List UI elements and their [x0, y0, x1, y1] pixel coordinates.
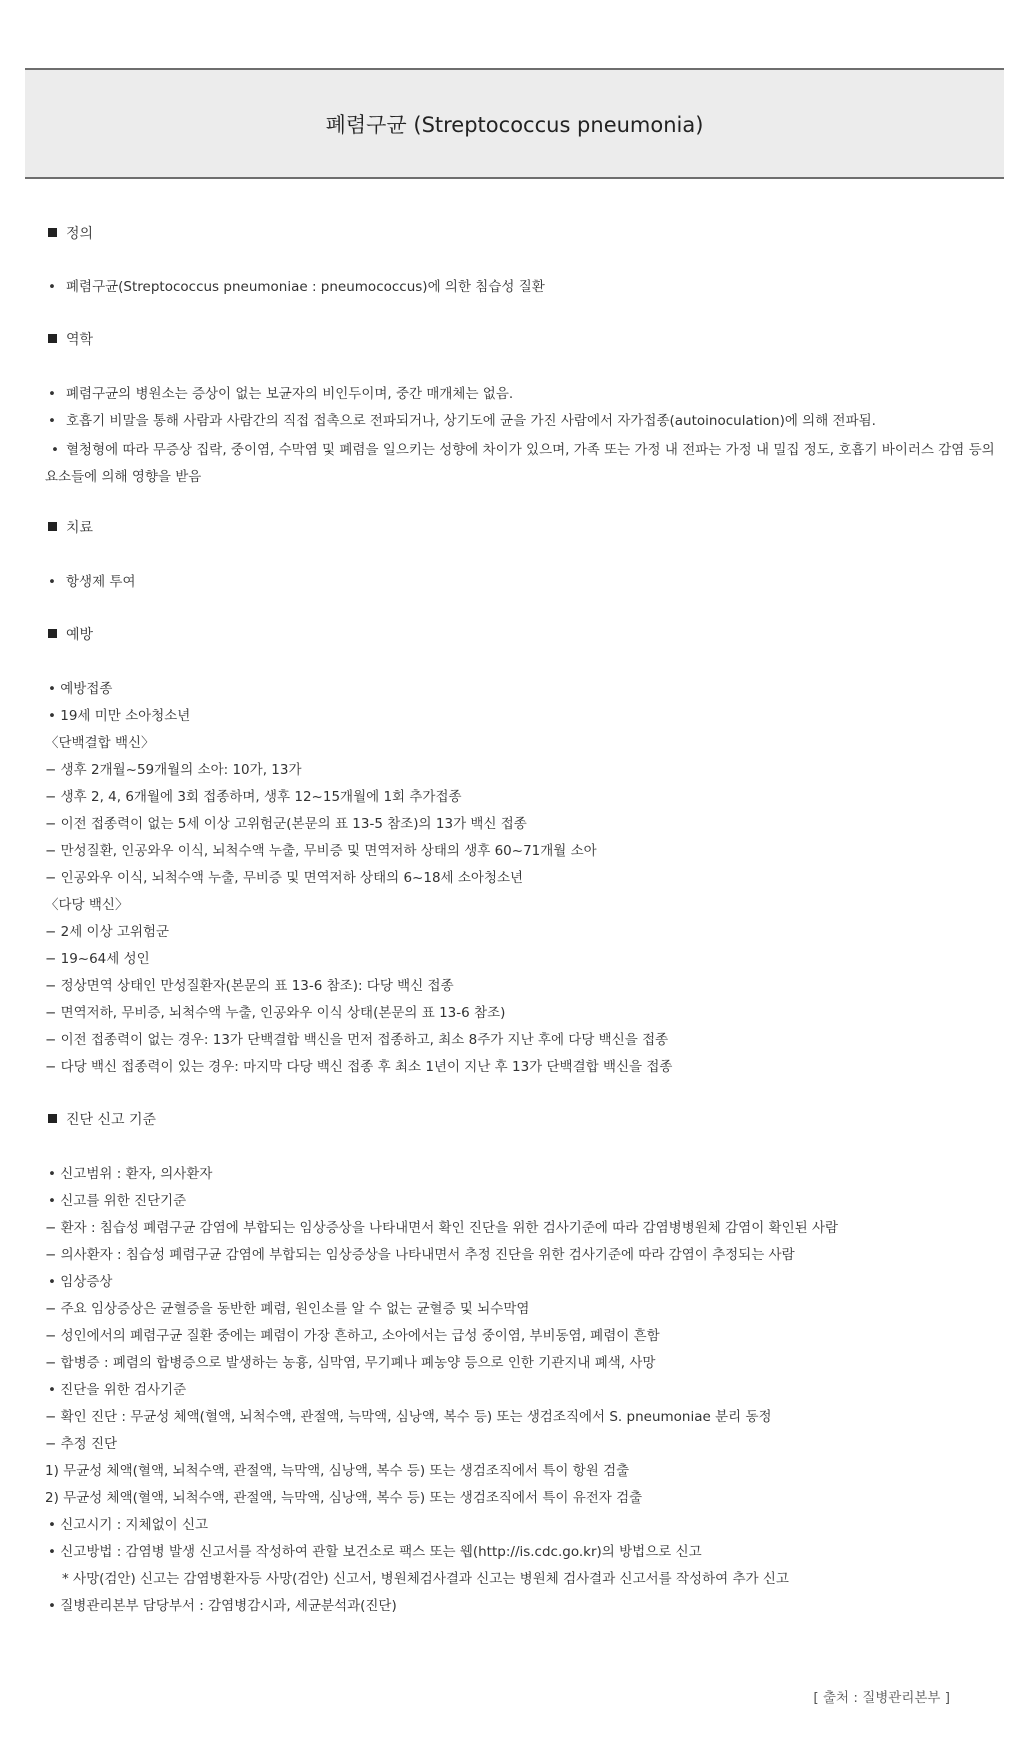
list-item: − 합병증 : 폐렴의 합병증으로 발생하는 농흉, 심막염, 무기폐나 폐농양 등으로 인한 기관지내 폐색, 사망	[45, 1355, 656, 1371]
list-item: • 폐렴구균(Streptococcus pneumoniae : pneumococcus)에 의한 침습성 질환	[48, 279, 545, 295]
list-item: − 의사환자 : 침습성 폐렴구균 감염에 부합되는 임상증상을 나타내면서 추정 진단을 위한 검사기준에 따라 감염이 추정되는 사람	[45, 1247, 795, 1263]
list-item: − 다당 백신 접종력이 있는 경우: 마지막 다당 백신 접종 후 최소 1년이 지난 후 13가 단백결합 백신을 접종	[45, 1059, 673, 1075]
section-heading-epidemiology: 역학	[48, 330, 1008, 350]
section-heading-reporting: 진단 신고 기준	[48, 1110, 1008, 1130]
list-item: • 신고방법 : 감염병 발생 신고서를 작성하여 관할 보건소로 팩스 또는 웹(http://is.cdc.go.kr)의 방법으로 신고	[48, 1544, 702, 1560]
list-item: − 추정 진단	[45, 1436, 118, 1452]
list-item: • 폐렴구균의 병원소는 증상이 없는 보균자의 비인두이며, 중간 매개체는 없음.	[48, 386, 514, 402]
square-bullet-icon	[48, 334, 57, 343]
list-item: • 신고범위 : 환자, 의사환자	[48, 1166, 213, 1182]
square-bullet-icon	[48, 228, 57, 237]
section-heading-definition: 정의	[48, 224, 1008, 244]
list-item: • 신고를 위한 진단기준	[48, 1193, 187, 1209]
list-item: 2) 무균성 체액(혈액, 뇌척수액, 관절액, 늑막액, 심낭액, 복수 등) 또는 생검조직에서 특이 유전자 검출	[45, 1490, 643, 1506]
list-item: • 임상증상	[48, 1274, 113, 1290]
list-item: • 혈청형에 따라 무증상 집락, 중이염, 수막염 및 폐렴을 일으키는 성향에 차이가 있으며, 가족 또는 가정 내 전파는 가정 내 밀집 정도, 호흡기 바이러스 감염 등의 요소들에 의해 영향을 받음	[45, 442, 995, 485]
square-bullet-icon	[48, 1114, 57, 1123]
page-title: 폐렴구균 (Streptococcus pneumonia)	[325, 112, 704, 137]
list-item: − 환자 : 침습성 폐렴구균 감염에 부합되는 임상증상을 나타내면서 확인 진단을 위한 검사기준에 따라 감염병병원체 감염이 확인된 사람	[45, 1220, 839, 1236]
list-item: • 진단을 위한 검사기준	[48, 1382, 187, 1398]
list-item: − 이전 접종력이 없는 경우: 13가 단백결합 백신을 먼저 접종하고, 최소 8주가 지난 후에 다당 백신을 접종	[45, 1032, 669, 1048]
square-bullet-icon	[48, 629, 57, 638]
square-bullet-icon	[48, 522, 57, 531]
list-item: 1) 무균성 체액(혈액, 뇌척수액, 관절액, 늑막액, 심낭액, 복수 등) 또는 생검조직에서 특이 항원 검출	[45, 1463, 630, 1479]
list-item: − 이전 접종력이 없는 5세 이상 고위험군(본문의 표 13-5 참조)의 13가 백신 접종	[45, 816, 527, 832]
list-item: − 만성질환, 인공와우 이식, 뇌척수액 누출, 무비증 및 면역저하 상태의 생후 60~71개월 소아	[45, 843, 597, 859]
list-item: • 신고시기 : 지체없이 신고	[48, 1517, 209, 1533]
list-item: − 인공와우 이식, 뇌척수액 누출, 무비증 및 면역저하 상태의 6~18세 소아청소년	[45, 870, 524, 886]
list-item: − 주요 임상증상은 균혈증을 동반한 폐렴, 원인소를 알 수 없는 균혈증 및 뇌수막염	[45, 1301, 530, 1317]
list-item: − 정상면역 상태인 만성질환자(본문의 표 13-6 참조): 다당 백신 접종	[45, 978, 454, 994]
list-item: • 질병관리본부 담당부서 : 감염병감시과, 세균분석과(진단)	[48, 1598, 397, 1614]
list-item: − 면역저하, 무비증, 뇌척수액 누출, 인공와우 이식 상태(본문의 표 13-6 참조)	[45, 1005, 506, 1021]
list-item: − 확인 진단 : 무균성 체액(혈액, 뇌척수액, 관절액, 늑막액, 심낭액, 복수 등) 또는 생검조직에서 S. pneumoniae 분리 동정	[45, 1409, 772, 1425]
list-item: − 생후 2개월~59개월의 소아: 10가, 13가	[45, 762, 302, 778]
list-item: − 19~64세 성인	[45, 951, 150, 967]
source-citation: [ 출처 : 질병관리본부 ]	[813, 1690, 950, 1706]
section-heading-treatment: 치료	[48, 518, 1008, 538]
list-item: − 2세 이상 고위험군	[45, 924, 170, 940]
title-banner	[25, 68, 1004, 179]
list-item-note: * 사망(검안) 신고는 감염병환자등 사망(검안) 신고서, 병원체검사결과 신고는 병원체 검사결과 신고서를 작성하여 추가 신고	[62, 1571, 789, 1587]
list-item: − 생후 2, 4, 6개월에 3회 접종하며, 생후 12~15개월에 1회 추가접종	[45, 789, 462, 805]
section-heading-prevention: 예방	[48, 625, 1008, 645]
list-item: 〈단백결합 백신〉	[45, 735, 155, 751]
list-item: • 19세 미만 소아청소년	[48, 708, 191, 724]
list-item: • 호흡기 비말을 통해 사람과 사람간의 직접 접촉으로 전파되거나, 상기도에 균을 가진 사람에서 자가접종(autoinoculation)에 의해 전파됨.	[48, 413, 876, 429]
list-item: • 예방접종	[48, 681, 113, 697]
list-item: 〈다당 백신〉	[45, 897, 129, 913]
list-item: − 성인에서의 폐렴구균 질환 중에는 폐렴이 가장 흔하고, 소아에서는 급성 중이염, 부비동염, 폐렴이 흔함	[45, 1328, 660, 1344]
list-item: • 항생제 투여	[48, 574, 136, 590]
